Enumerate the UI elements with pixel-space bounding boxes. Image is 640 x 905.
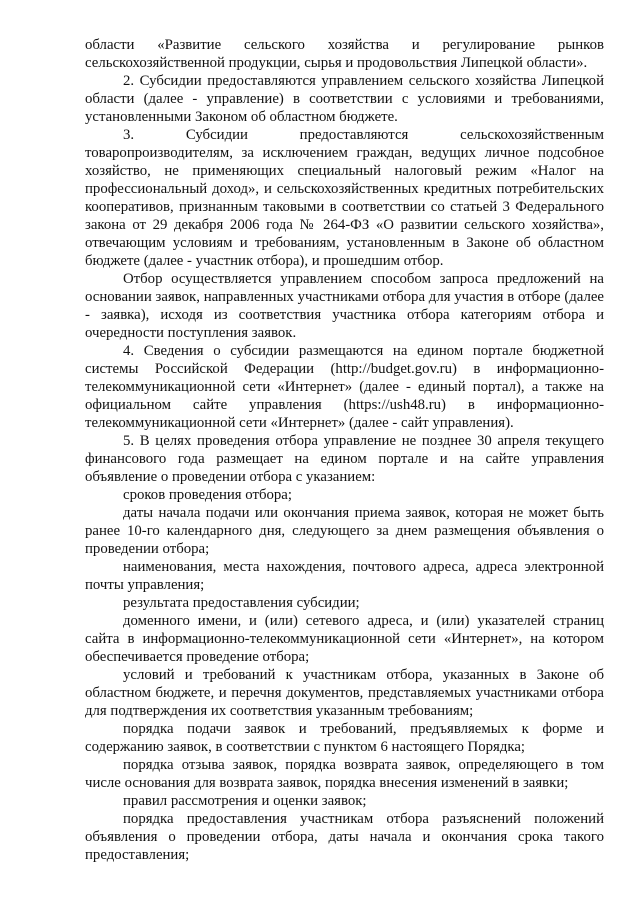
paragraph-3-recipients: 3. Субсидии предоставляются сельскохозяйственным товаропроизводителям, за исключением граждан, ведущих личное подсобное хозяйство, не применяющих специальный налоговый режим «Налог на профессиональный доход», и сельскохозяйственных кредитных потребительских кооперативов, признанным таковыми в соответствии со статьей 3 Федерального закона от 29 декабря 2006 года № 264-ФЗ «О развитии сельского хозяйства», отвечающим условиям и требованиям, установленным в Законе об областном бюджете (далее - участник отбора), и прошедшим отбор. bbox=[85, 127, 604, 269]
paragraph-5-announcement: 5. В целях проведения отбора управление не позднее 30 апреля текущего финансового года размещает на едином портале и на сайте управления объявление о проведении отбора с указанием: bbox=[85, 433, 604, 485]
paragraph-4-publication: 4. Сведения о субсидии размещаются на едином портале бюджетной системы Российской Федерации (http://budget.gov.ru) в информационно-телекоммуникационной сети «Интернет» (далее - единый портал), а также на официальном сайте управления (https://ush48.ru) в информационно-телекоммуникационной сети «Интернет» (далее - сайт управления). bbox=[85, 343, 604, 431]
list-item-contacts: наименования, места нахождения, почтового адреса, адреса электронной почты управления; bbox=[85, 559, 604, 593]
list-item-domain: доменного имени, и (или) сетевого адреса, и (или) указателей страниц сайта в информационно-телекоммуникационной сети «Интернет», на котором обеспечивается проведение отбора; bbox=[85, 613, 604, 665]
list-item-application-dates: даты начала подачи или окончания приема заявок, которая не может быть ранее 10-го календарного дня, следующего за днем размещения объявления о проведении отбора; bbox=[85, 505, 604, 557]
list-item-clarifications: порядка предоставления участникам отбора разъяснений положений объявления о проведении отбора, даты начала и окончания срока такого предоставления; bbox=[85, 811, 604, 863]
paragraph-selection-method: Отбор осуществляется управлением способом запроса предложений на основании заявок, направленных участниками отбора для участия в отборе (далее - заявка), исходя из соответствия участника отбора категориям отбора и очередности поступления заявок. bbox=[85, 271, 604, 341]
list-item-requirements: условий и требований к участникам отбора, указанных в Законе об областном бюджете, и перечня документов, представляемых участниками отбора для подтверждения их соответствия указанным требованиям; bbox=[85, 667, 604, 719]
paragraph-2-provider: 2. Субсидии предоставляются управлением сельского хозяйства Липецкой области (далее - управление) в соответствии с условиями и требованиями, установленными Законом об областном бюджете. bbox=[85, 73, 604, 125]
list-item-result: результата предоставления субсидии; bbox=[123, 595, 360, 611]
list-item-evaluation-rules: правил рассмотрения и оценки заявок; bbox=[123, 793, 367, 809]
list-item-submission-order: порядка подачи заявок и требований, предъявляемых к форме и содержанию заявок, в соответствии с пунктом 6 настоящего Порядка; bbox=[85, 721, 604, 755]
paragraph-continuation-goal: области «Развитие сельского хозяйства и регулирование рынков сельскохозяйственной продукции, сырья и продовольствия Липецкой области». bbox=[85, 37, 604, 71]
list-item-withdrawal-order: порядка отзыва заявок, порядка возврата заявок, определяющего в том числе основания для возврата заявок, порядка внесения изменений в заявки; bbox=[85, 757, 604, 791]
list-item-deadlines: сроков проведения отбора; bbox=[123, 487, 292, 503]
